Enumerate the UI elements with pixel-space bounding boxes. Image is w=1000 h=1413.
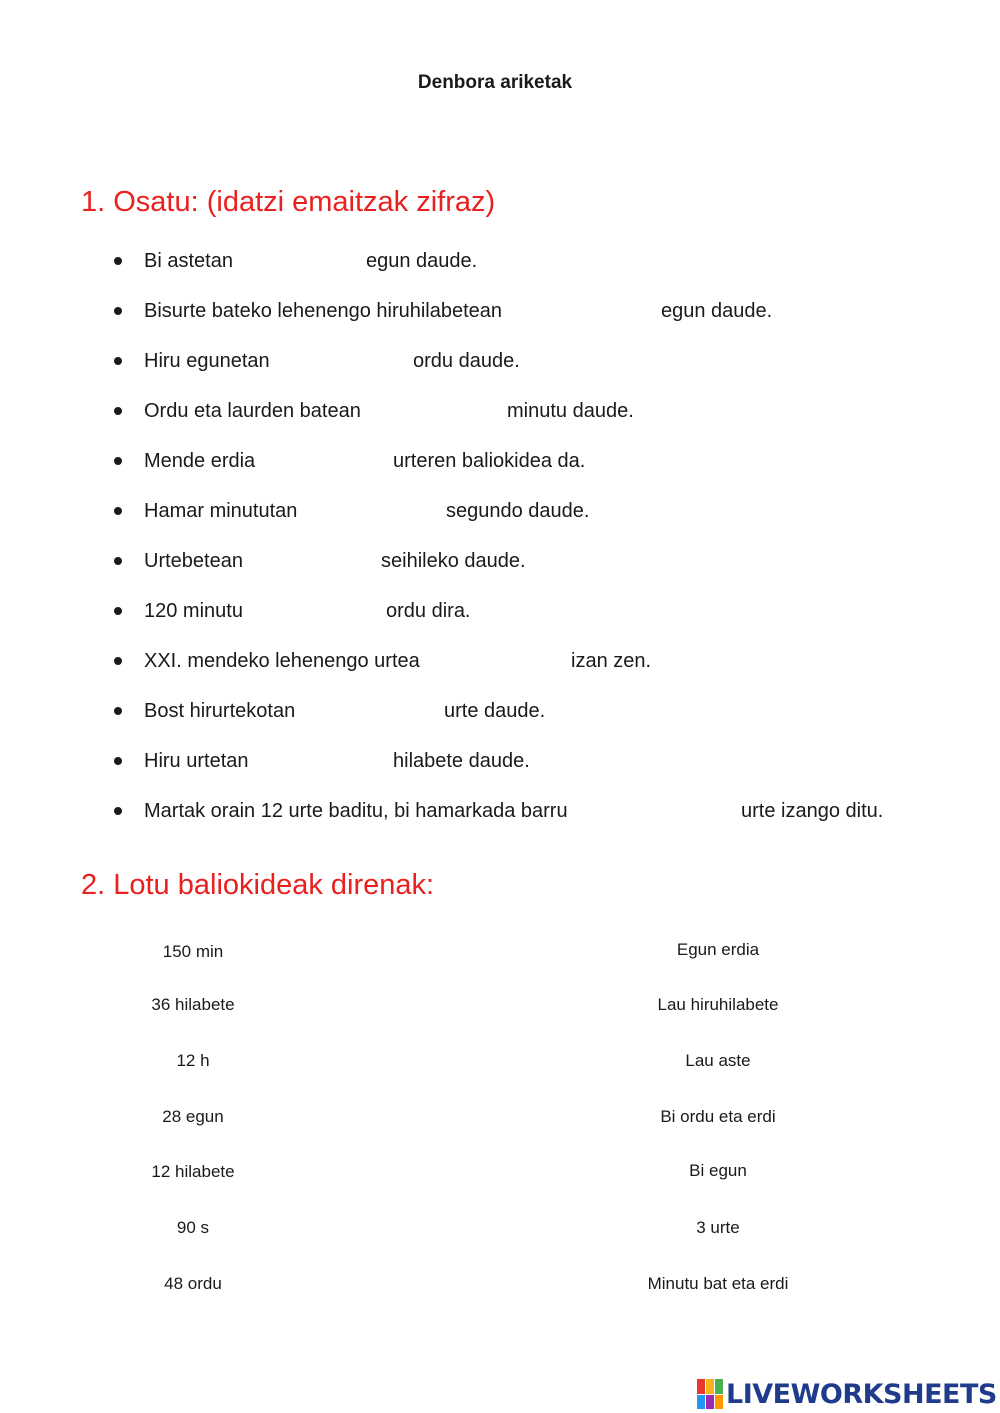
answer-input[interactable]: [250, 248, 358, 272]
bullet-icon: [114, 707, 122, 715]
match-left-item[interactable]: 36 hilabete: [151, 995, 235, 1014]
item-text-before: Mende erdia: [144, 450, 256, 472]
item-text-before: Ordu eta laurden batean: [144, 400, 361, 422]
item-text-before: 120 minutu: [144, 600, 243, 622]
match-left-item[interactable]: 12 h: [176, 1051, 210, 1070]
answer-input[interactable]: [390, 398, 498, 422]
match-right-item[interactable]: 3 urte: [696, 1218, 740, 1237]
item-text-after: urteren baliokidea da.: [393, 450, 586, 472]
item-text-after: hilabete daude.: [393, 750, 530, 772]
answer-input[interactable]: [292, 348, 400, 372]
item-text-before: Martak orain 12 urte baditu, bi hamarkada barru: [144, 800, 568, 822]
bullet-icon: [114, 657, 122, 665]
match-left-item[interactable]: 150 min: [162, 942, 224, 961]
bullet-icon: [114, 557, 122, 565]
item-text-after: egun daude.: [661, 300, 773, 322]
item-text-after: seihileko daude.: [381, 550, 526, 572]
item-text-after: ordu daude.: [413, 350, 520, 372]
item-text-before: Urtebetean: [144, 550, 243, 572]
bullet-icon: [114, 507, 122, 515]
answer-input[interactable]: [545, 298, 653, 322]
item-text-before: XXI. mendeko lehenengo urtea: [144, 650, 420, 672]
item-text-before: Hiru egunetan: [144, 350, 270, 372]
match-right-item[interactable]: Lau hiruhilabete: [657, 995, 779, 1014]
bullet-icon: [114, 607, 122, 615]
answer-input[interactable]: [265, 598, 373, 622]
match-right-item[interactable]: Egun erdia: [676, 940, 760, 959]
bullet-icon: [114, 457, 122, 465]
bullet-icon: [114, 407, 122, 415]
item-text-after: urte daude.: [444, 700, 546, 722]
liveworksheets-logo-icon: [697, 1379, 723, 1409]
brand-name: LIVEWORKSHEETS: [726, 1378, 997, 1410]
item-text-after: ordu dira.: [386, 600, 471, 622]
item-text-after: izan zen.: [571, 650, 652, 672]
bullet-icon: [114, 307, 122, 315]
bullet-icon: [114, 357, 122, 365]
answer-input[interactable]: [450, 648, 558, 672]
item-text-before: Bi astetan: [144, 250, 233, 272]
item-text-after: segundo daude.: [446, 500, 590, 522]
bullet-icon: [114, 807, 122, 815]
match-left-item[interactable]: 12 hilabete: [151, 1162, 235, 1181]
answer-input[interactable]: [323, 698, 431, 722]
bullet-icon: [114, 757, 122, 765]
answer-input[interactable]: [278, 448, 386, 472]
item-text-after: minutu daude.: [507, 400, 634, 422]
item-text-after: egun daude.: [366, 250, 478, 272]
document-title: Denbora ariketak: [417, 72, 573, 93]
section-1-heading: 1. Osatu: (idatzi emaitzak zifraz): [81, 186, 496, 218]
answer-input[interactable]: [272, 748, 380, 772]
answer-input[interactable]: [325, 498, 433, 522]
match-right-item[interactable]: Bi egun: [689, 1161, 747, 1180]
item-text-before: Bost hirurtekotan: [144, 700, 296, 722]
item-text-before: Hiru urtetan: [144, 750, 249, 772]
answer-input[interactable]: [618, 798, 726, 822]
match-left-item[interactable]: 28 egun: [162, 1107, 224, 1126]
item-text-after: urte izango ditu.: [741, 800, 884, 822]
answer-input[interactable]: [265, 548, 373, 572]
item-text-before: Bisurte bateko lehenengo hiruhilabetean: [144, 300, 503, 322]
liveworksheets-logo: [697, 1377, 997, 1411]
match-left-item[interactable]: 90 s: [176, 1218, 210, 1237]
match-right-item[interactable]: Bi ordu eta erdi: [660, 1107, 776, 1126]
item-text-before: Hamar minututan: [144, 500, 298, 522]
match-right-item[interactable]: Lau aste: [685, 1051, 751, 1070]
match-right-item[interactable]: Minutu bat eta erdi: [647, 1274, 789, 1293]
bullet-icon: [114, 257, 122, 265]
match-left-item[interactable]: 48 ordu: [164, 1274, 222, 1293]
section-2-heading: 2. Lotu baliokideak direnak:: [81, 869, 435, 901]
